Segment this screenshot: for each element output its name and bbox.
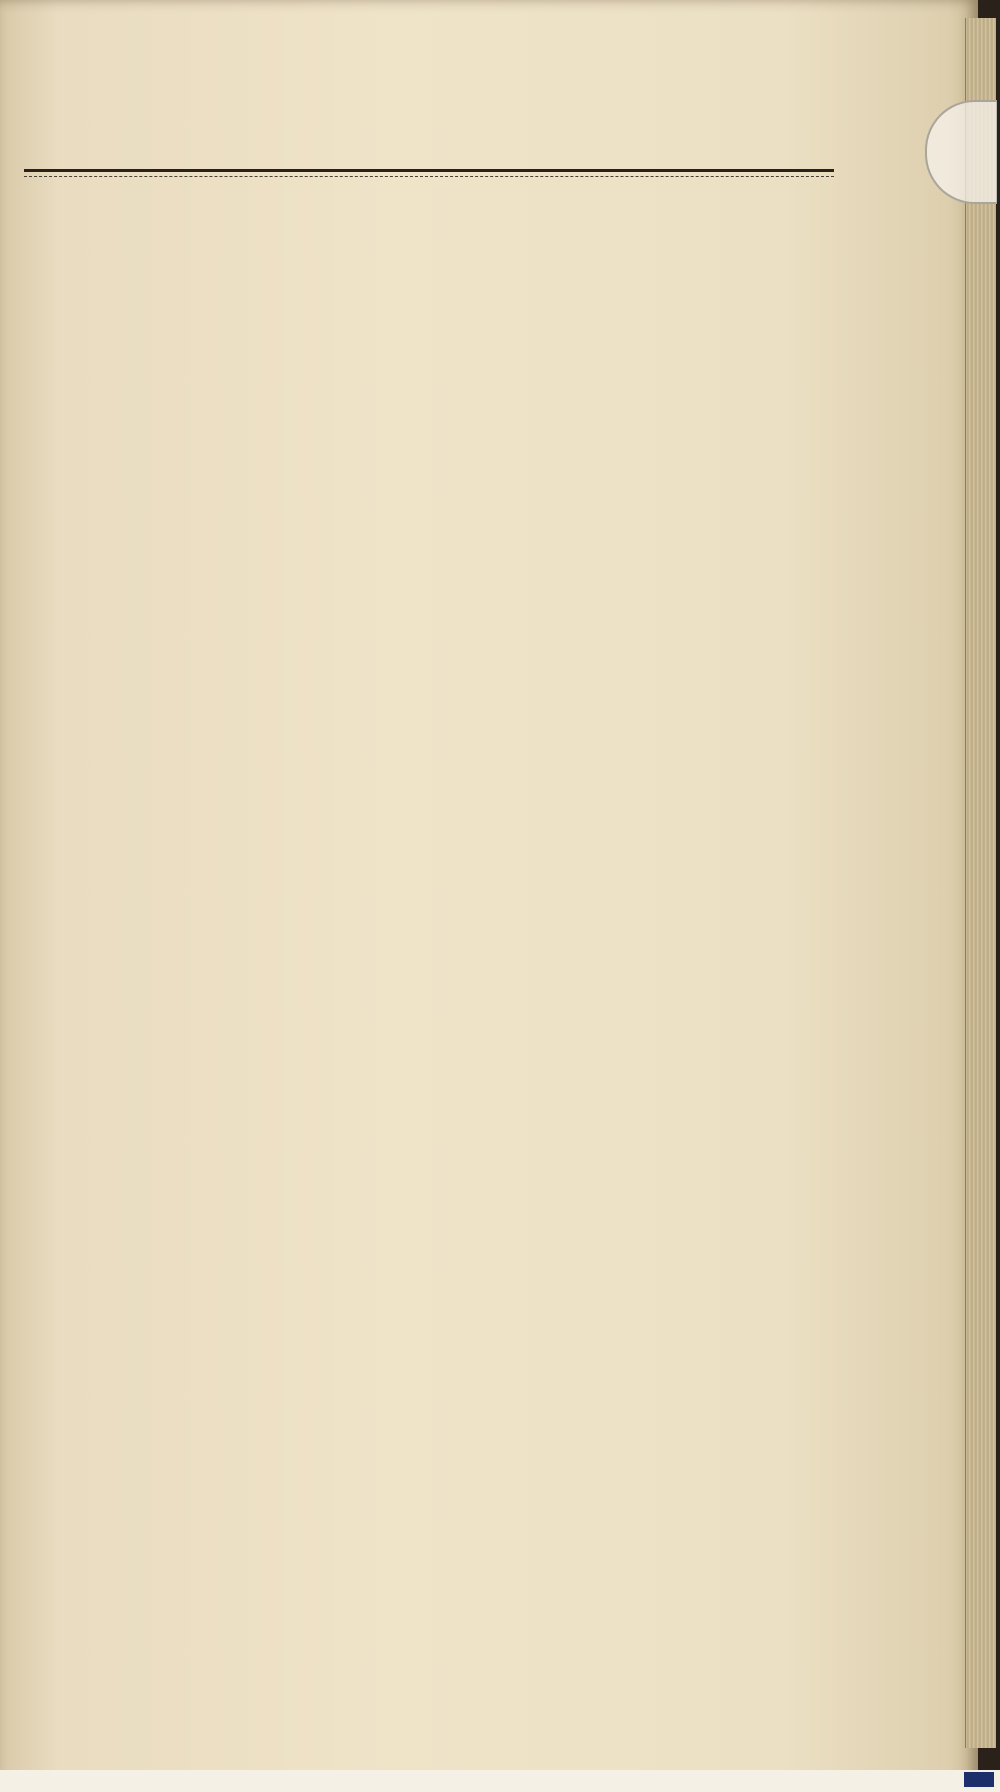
running-head [24, 125, 834, 169]
header-rule [24, 169, 834, 172]
footer-bar [0, 1770, 1000, 1792]
page-edges [965, 18, 996, 1748]
dfg-logo [964, 1772, 994, 1787]
faded-marginal-text [50, 1612, 54, 1638]
page-content [24, 125, 834, 177]
